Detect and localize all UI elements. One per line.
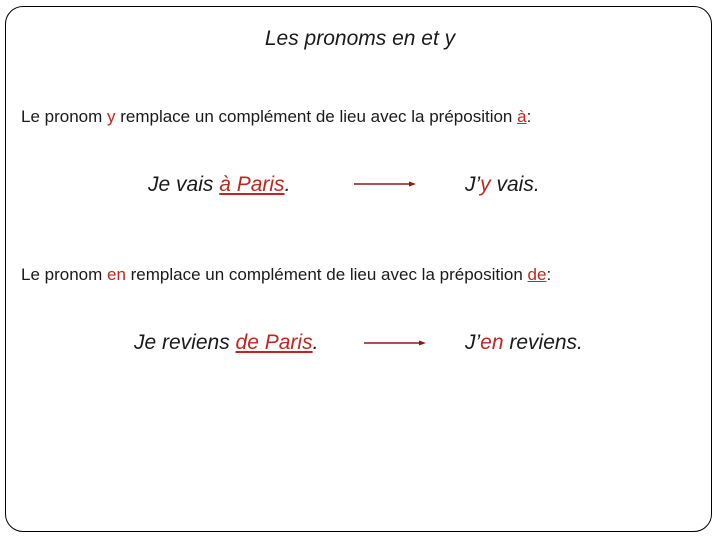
example-y-result-pronoun: y <box>480 173 491 196</box>
rule-en-after: : <box>546 265 552 284</box>
example-y-source <box>148 172 290 198</box>
rule-en-preposition: de <box>527 265 547 284</box>
example-en-result-pronoun: en <box>480 331 504 354</box>
example-y-result <box>465 172 540 198</box>
example-y-source-prefix: Je vais <box>148 173 220 196</box>
rule-y-before: Le pronom <box>21 107 107 126</box>
slide-title: Les pronoms en et y <box>264 27 456 50</box>
example-en-source-suffix: . <box>312 331 319 354</box>
rule-y <box>21 106 531 128</box>
example-en-result-suffix: reviens. <box>503 331 583 354</box>
example-y-source-suffix: . <box>284 173 291 196</box>
arrow-right-icon <box>364 339 426 347</box>
example-en-source-complement: de Paris <box>235 331 313 354</box>
rule-en <box>21 264 551 286</box>
rule-en-middle: remplace un complément de lieu avec la préposition <box>125 265 528 284</box>
rule-en-before: Le pronom <box>21 265 107 284</box>
example-en-source-prefix: Je reviens <box>134 331 236 354</box>
example-en-result-prefix: J’ <box>465 331 481 354</box>
example-y-result-prefix: J’ <box>465 173 481 196</box>
example-y-source-complement: à Paris <box>219 173 285 196</box>
rule-en-pronoun: en <box>107 265 126 284</box>
rule-y-pronoun: y <box>107 107 116 126</box>
rule-y-middle: remplace un complément de lieu avec la préposition <box>115 107 518 126</box>
example-en-result <box>465 330 583 356</box>
arrow-right-icon <box>354 180 416 188</box>
example-y-result-suffix: vais. <box>490 173 540 196</box>
rule-y-preposition: à <box>517 107 527 126</box>
rule-y-after: : <box>526 107 532 126</box>
example-en-source <box>134 330 318 356</box>
